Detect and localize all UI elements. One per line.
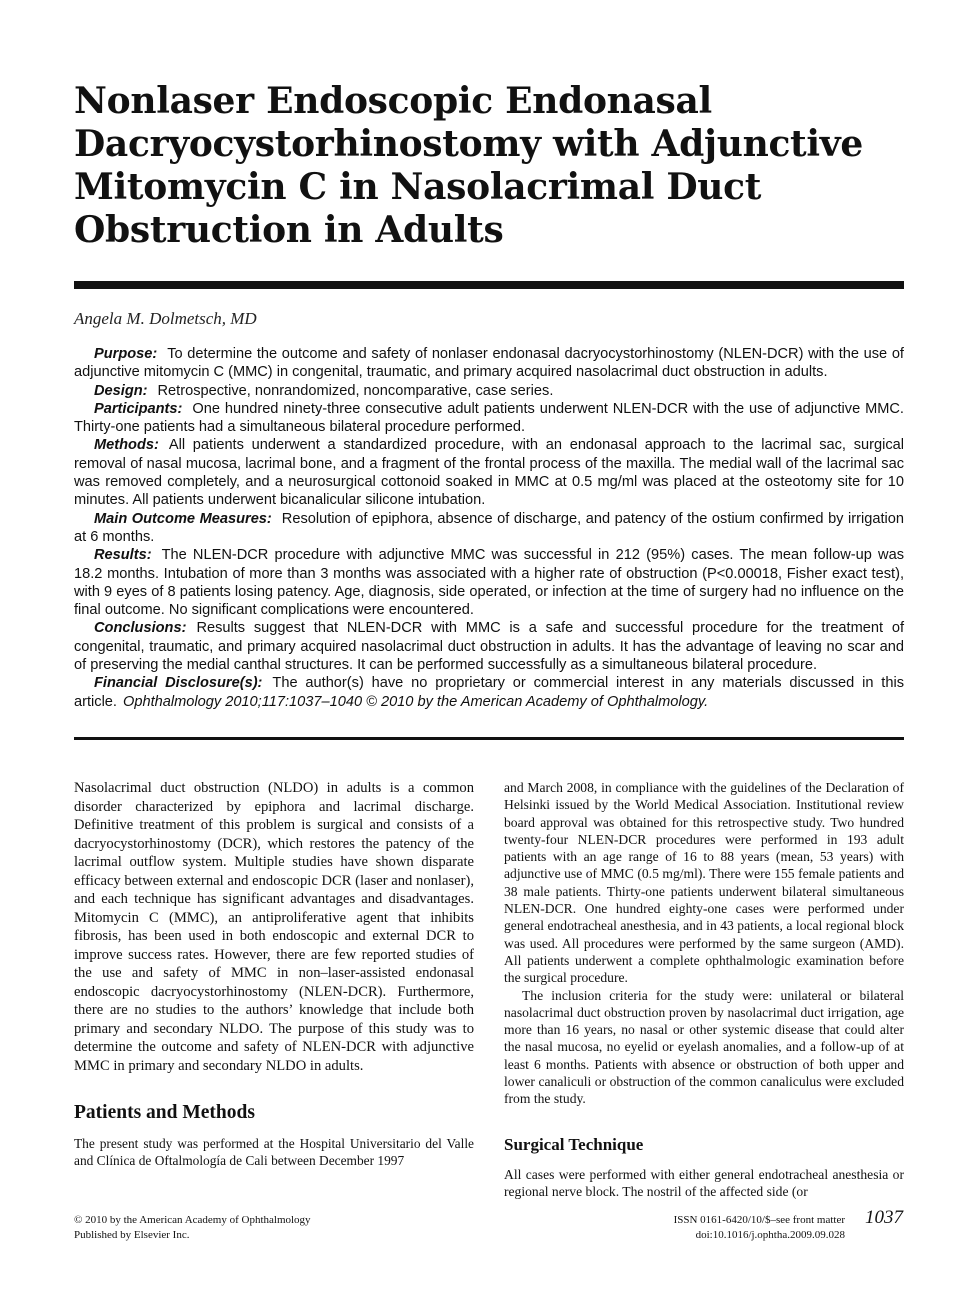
abstract-label: Financial Disclosure(s): [94, 675, 263, 692]
abstract-participants [74, 400, 904, 437]
abstract-conclusions [74, 619, 904, 674]
footer-identifiers [674, 1213, 845, 1243]
footer-copyright-line: © 2010 by the American Academy of Ophthalmology [74, 1214, 311, 1226]
abstract-label: Methods: [94, 437, 159, 454]
abstract-design [74, 382, 904, 400]
abstract-label: Participants: [94, 400, 183, 417]
body-column-right [504, 779, 904, 1200]
intro-paragraph: Nasolacrimal duct obstruction (NLDO) in adults is a common disorder characterized by epiphora and lacrimal discharge. Definitive treatment of this problem is surgical and consists of a dacryocystorhinostomy (DCR), which restores the patency of the lacrimal outflow system. Multiple studies have shown disparate efficacy between external and endoscopic DCR (laser and nonlaser), and each technique has significant advantages and disadvantages. Mitomycin C (MMC), an antiproliferative agent that inhibits fibrosis, has been used in both endoscopic and external DCR to improve success rates. However, there are few reported studies of the use and safety of MMC in non–laser-assisted endonasal endoscopic dacryocystorhinostomy (NLEN-DCR). Furthermore, there are no studies to the authors’ knowledge that include both primary and secondary NLDO. The purpose of this study was to determine the outcome and safety of NLEN-DCR with adjunctive MMC in primary and secondary NLDO in adults. [74, 780, 474, 1074]
abstract-text: Resolution of epiphora, absence of discharge, and patency of the ostium confirmed by irrigation at 6 months. [74, 510, 905, 545]
footer-publisher-line: Published by Elsevier Inc. [74, 1229, 190, 1241]
abstract-text: To determine the outcome and safety of nonlaser endonasal dacryocystorhinostomy (NLEN-DCR) with the use of adjunctive mitomycin C (MMC) in congenital, traumatic, and primary acquired nasolacrimal duct obstruction in adults. [74, 346, 904, 381]
abstract-purpose [74, 345, 904, 382]
methods-continued-paragraph: and March 2008, in compliance with the guidelines of the Declaration of Helsinki issued by the World Medical Association. Institutional review board approval was obtained for this retrospective study. Two hundred twenty-four NLEN-DCR procedures were performed in 193 adult patients with an age range of 16 to 88 years (mean, 53 years) with adjunctive use of MMC (0.5 mg/ml). There were 155 female patients and 38 male patients. Thirty-one patients underwent bilateral simultaneous NLEN-DCR. One hundred eighty-one cases were performed under general endotracheal anesthesia, and in 43 patients, a local regional block was used. All procedures were performed by the same surgeon (AMD). All patients underwent a complete ophthalmologic examination before the surgical procedure. [504, 780, 904, 986]
journal-citation: Ophthalmology 2010;117:1037–1040 © 2010 by the American Academy of Ophthalmology. [122, 693, 709, 710]
abstract-text: Retrospective, nonrandomized, noncomparative, case series. [157, 382, 554, 399]
abstract-text: All patients underwent a standardized procedure, with an endonasal approach to the lacrimal sac, surgical removal of nasal mucosa, lacrimal bone, and a fragment of the frontal process of the maxilla. The medial wall of the lacrimal sac was removed completely, and a neurosurgical cottonoid soaked in MMC at 0.5 mg/ml was placed at the osteotomy site for 10 minutes. All patients underwent bicanalicular silicone intubation. [74, 437, 904, 509]
abstract-text: The NLEN-DCR procedure with adjunctive MMC was successful in 212 (95%) cases. The mean follow-up was 18.2 months. Intubation of more than 3 months was associated with a higher rate of obstruction (P<0.00018, Fisher exact test), with 9 eyes of 8 patients losing patency. Age, diagnosis, side operated, or infection at the time of surgery had no influence on the final outcome. No significant complications were encountered. [74, 547, 904, 619]
abstract-methods [74, 436, 904, 509]
inclusion-criteria-paragraph: The inclusion criteria for the study were: unilateral or bilateral nasolacrimal duct obstruction proven by nasolacrimal duct irrigation, age more than 16 years, no nasal or other systemic disease that could alter the nasal mucosa, no eyelid or eyelash anomalies, and a follow-up of at least 6 months. Patients with absence or obstruction of both upper and lower canaliculi or obstruction of the common canaliculus were excluded from the study. [504, 987, 904, 1107]
abstract-text: One hundred ninety-three consecutive adult patients underwent NLEN-DCR with the use of adjunctive MMC. Thirty-one patients had a simultaneous bilateral procedure performed. [74, 400, 904, 436]
abstract-label: Results: [94, 547, 152, 564]
section-heading-patients-methods: Patients and Methods [74, 1102, 255, 1123]
title-rule [74, 281, 904, 289]
page-number: 1037 [865, 1207, 903, 1228]
footer-doi: doi:10.1016/j.ophtha.2009.09.028 [695, 1229, 845, 1241]
abstract-outcome-measures [74, 510, 904, 547]
abstract-label: Main Outcome Measures: [94, 510, 272, 527]
abstract [74, 345, 904, 711]
methods-paragraph: The present study was performed at the Hospital Universitario del Valle and Clínica de Oftalmología de Cali between December 1997 [74, 1136, 474, 1169]
footer-copyright [74, 1213, 311, 1243]
section-heading-surgical-technique: Surgical Technique [504, 1134, 644, 1154]
abstract-label: Purpose: [94, 346, 158, 362]
abstract-label: Conclusions: [94, 620, 187, 637]
abstract-results [74, 546, 904, 619]
abstract-label: Design: [94, 382, 148, 399]
abstract-rule [74, 737, 904, 740]
abstract-text: The author(s) have no proprietary or commercial interest in any materials discussed in this article. [74, 675, 904, 710]
author-name: Angela M. Dolmetsch, MD [74, 309, 257, 328]
body-column-left [74, 779, 474, 1170]
surgical-technique-paragraph: All cases were performed with either general endotracheal anesthesia or regional nerve block. The nostril of the affected side (or [504, 1166, 904, 1199]
abstract-financial-disclosure [74, 674, 904, 711]
footer-issn: ISSN 0161-6420/10/$–see front matter [673, 1214, 845, 1226]
article-title: Nonlaser Endoscopic Endonasal Dacryocystorhinostomy with Adjunctive Mitomycin C in Nasolacrimal Duct Obstruction in Adults [74, 80, 863, 251]
abstract-text: Results suggest that NLEN-DCR with MMC is a safe and successful procedure for the treatment of congenital, traumatic, and primary acquired nasolacrimal duct obstruction in adults. It has the advantage of leaving no scar and of preserving the medial canthal structures. It can be performed successfully as a simultaneous bilateral procedure. [74, 620, 904, 674]
